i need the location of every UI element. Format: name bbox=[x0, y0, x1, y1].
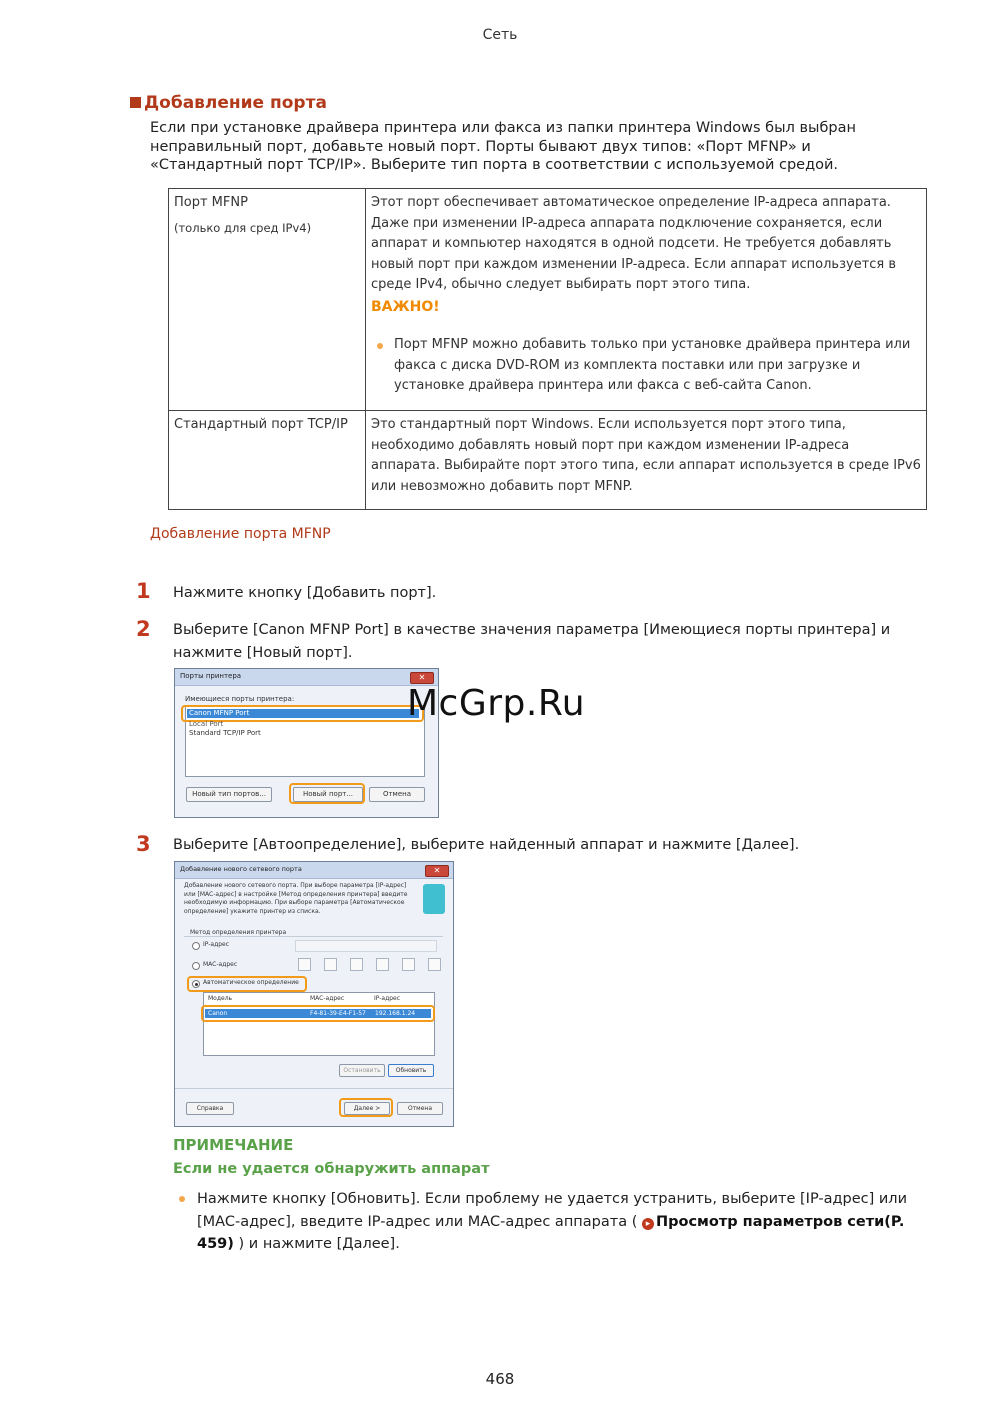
dialog-description: Добавление нового сетевого порта. При выборе параметра [IP-адрес] или [MAC-адрес] в настройке [Метод определения принтера] введите необходимую информацию. При выборе параметра [Автоматическое определение] укажите принтер из списка. bbox=[184, 882, 408, 915]
divider bbox=[184, 936, 443, 937]
step-text: Нажмите кнопку [Добавить порт]. bbox=[173, 585, 437, 601]
port-note: (только для сред IPv4) bbox=[174, 220, 312, 235]
cancel-button[interactable]: Отмена bbox=[397, 1102, 443, 1115]
bullet-icon bbox=[377, 343, 383, 349]
page-number: 468 bbox=[485, 1370, 515, 1388]
stop-button[interactable]: Остановить bbox=[339, 1064, 385, 1077]
mac-input[interactable] bbox=[298, 958, 311, 971]
note-heading: ПРИМЕЧАНИЕ bbox=[173, 1136, 294, 1154]
watermark: McGrp.Ru bbox=[407, 683, 586, 724]
port-desc-cell bbox=[366, 411, 927, 510]
step-number: 1 bbox=[136, 579, 151, 603]
highlight-frame bbox=[187, 976, 307, 992]
mac-radio-label: MAC-адрес bbox=[203, 961, 238, 968]
dialog-title: Порты принтера bbox=[180, 672, 242, 680]
new-port-button[interactable]: Новый порт... bbox=[293, 787, 363, 802]
close-icon[interactable]: ✕ bbox=[410, 672, 434, 684]
add-network-port-dialog bbox=[174, 861, 454, 1127]
ip-input[interactable] bbox=[295, 940, 437, 952]
step-text: Выберите [Автоопределение], выберите найденный аппарат и нажмите [Далее]. bbox=[173, 837, 800, 853]
divider bbox=[175, 1088, 453, 1089]
note-text-after: ) и нажмите [Далее]. bbox=[238, 1236, 400, 1252]
mac-input[interactable] bbox=[350, 958, 363, 971]
printer-icon bbox=[423, 884, 445, 914]
row-mac: F4-81-39-E4-F1-57 bbox=[310, 1010, 366, 1017]
port-name: Порт MFNP bbox=[174, 195, 248, 210]
list-item[interactable]: Local Port bbox=[189, 720, 224, 728]
step-number: 2 bbox=[136, 617, 151, 641]
section-header: Сеть bbox=[482, 27, 518, 43]
port-name: Стандартный порт TCP/IP bbox=[174, 417, 348, 432]
arrow-right-icon: ▸ bbox=[642, 1218, 654, 1230]
ports-table bbox=[168, 188, 927, 510]
group-label: Метод определения принтера bbox=[190, 929, 287, 936]
mac-input[interactable] bbox=[324, 958, 337, 971]
important-text: Порт MFNP можно добавить только при установке драйвера принтера или факса с диска DVD-ROM из комплекта поставки или при загрузке и установке драйвера принтера или факса с веб-сайта Canon. bbox=[394, 337, 911, 393]
ip-radio[interactable] bbox=[192, 942, 200, 950]
list-item-label: Canon MFNP Port bbox=[189, 709, 250, 717]
bullet-icon bbox=[179, 1196, 185, 1202]
section-title-text: Добавление порта bbox=[144, 93, 327, 113]
help-button[interactable]: Справка bbox=[186, 1102, 234, 1115]
mac-radio[interactable] bbox=[192, 962, 200, 970]
highlight-frame bbox=[339, 1098, 393, 1117]
row-ip: 192.168.1.24 bbox=[375, 1010, 416, 1017]
column-header: MAC-адрес bbox=[310, 995, 345, 1002]
close-icon[interactable]: ✕ bbox=[425, 865, 449, 877]
list-item[interactable]: Standard TCP/IP Port bbox=[189, 729, 261, 737]
highlight-frame bbox=[201, 1005, 435, 1022]
important-label: ВАЖНО! bbox=[371, 298, 440, 315]
reference-link[interactable]: Просмотр параметров сети(P. 459) bbox=[197, 1213, 905, 1252]
port-name-cell bbox=[169, 189, 366, 411]
ip-radio-label: IP-адрес bbox=[203, 941, 230, 948]
list-item bbox=[371, 335, 921, 397]
square-bullet-icon bbox=[130, 97, 141, 108]
refresh-button[interactable]: Обновить bbox=[388, 1064, 434, 1077]
note-text-before: Нажмите кнопку [Обновить]. Если проблему не удается устранить, выберите [IP-адрес] или [MAC-адрес], введите IP-адрес или MAC-адрес аппарата ( bbox=[197, 1191, 907, 1230]
mfnp-link[interactable]: Добавление порта MFNP bbox=[150, 526, 331, 542]
highlight-frame bbox=[289, 783, 365, 804]
mac-input[interactable] bbox=[402, 958, 415, 971]
note-subheading: Если не удается обнаружить аппарат bbox=[173, 1161, 490, 1177]
section-title bbox=[130, 93, 327, 113]
dialog-title: Добавление нового сетевого порта bbox=[180, 865, 302, 873]
new-port-type-button[interactable]: Новый тип портов... bbox=[186, 787, 272, 802]
port-desc: Это стандартный порт Windows. Если используется порт этого типа, необходимо добавлять новый порт при каждом изменении IP-адреса аппарата. Выбирайте порт этого типа, если аппарат используется в среде IPv6 или невозможно добавить порт MFNP. bbox=[371, 417, 921, 494]
port-name-cell bbox=[169, 411, 366, 510]
step-text: Выберите [Canon MFNP Port] в качестве значения параметра [Имеющиеся порты принтера] и нажмите [Новый порт]. bbox=[173, 622, 891, 661]
mac-input[interactable] bbox=[376, 958, 389, 971]
port-desc: Этот порт обеспечивает автоматическое определение IP-адреса аппарата. Даже при изменении IP-адреса аппарата подключение сохраняется, если аппарат и компьютер находятся в одной подсети. Не требуется добавлять новый порт при каждом изменении IP-адреса. Если аппарат используется в среде IPv4, обычно следует выбирать порт этого типа. bbox=[371, 195, 897, 292]
printer-ports-dialog bbox=[174, 668, 439, 818]
table-row bbox=[169, 189, 927, 411]
cancel-button[interactable]: Отмена bbox=[369, 787, 425, 802]
column-header: Модель bbox=[208, 995, 233, 1002]
port-desc-cell bbox=[366, 189, 927, 411]
intro-paragraph: Если при установке драйвера принтера или факса из папки принтера Windows был выбран неправильный порт, добавьте новый порт. Порты бывают двух типов: «Порт MFNP» и «Стандартный порт TCP/IP». Выберите тип порта в соответствии с используемой средой. bbox=[150, 120, 856, 173]
list-label: Имеющиеся порты принтера: bbox=[185, 695, 295, 703]
mac-input[interactable] bbox=[428, 958, 441, 971]
note-text bbox=[197, 1188, 927, 1256]
next-button[interactable]: Далее > bbox=[344, 1102, 390, 1115]
table-row bbox=[169, 411, 927, 510]
row-model: Canon bbox=[208, 1010, 228, 1017]
auto-radio-label: Автоматическое определение bbox=[203, 979, 299, 986]
step-number: 3 bbox=[136, 832, 151, 856]
column-header: IP-адрес bbox=[374, 995, 401, 1002]
